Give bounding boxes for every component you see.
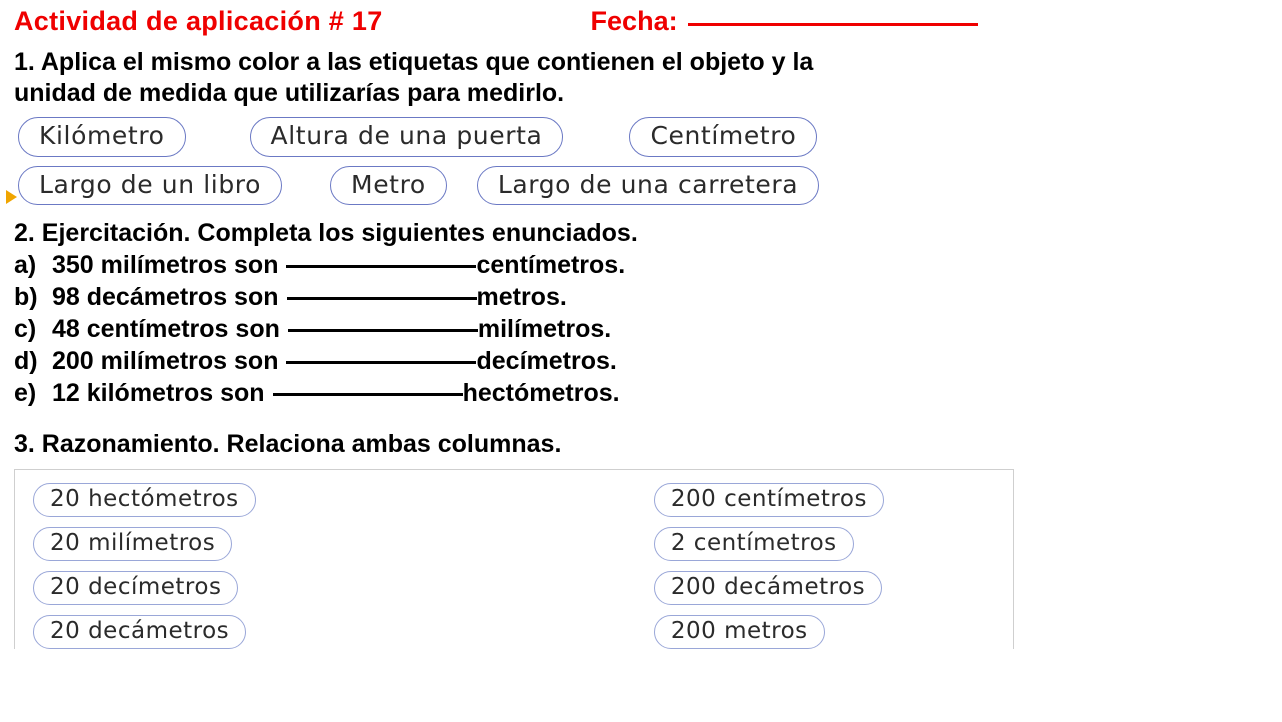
matching-right-cell <box>514 571 1013 605</box>
match-pill[interactable]: 20 milímetros <box>33 527 232 561</box>
label-pill[interactable]: Altura de una puerta <box>250 117 564 157</box>
instruction-1 <box>14 47 1272 109</box>
answer-blank[interactable] <box>286 360 476 364</box>
match-pill[interactable]: 20 hectómetros <box>33 483 256 517</box>
exercise-text-before: 200 milímetros son <box>52 347 279 375</box>
date-field <box>591 6 978 37</box>
exercise-item <box>14 251 1282 280</box>
matching-row <box>15 478 1013 522</box>
exercise-letter: d) <box>14 347 38 375</box>
exercise-item <box>14 379 1282 408</box>
matching-left-cell <box>15 571 514 605</box>
instruction-2: 2. Ejercitación. Completa los siguientes enunciados. <box>14 219 638 247</box>
match-pill[interactable]: 20 decámetros <box>33 615 246 649</box>
date-write-line[interactable] <box>688 22 978 26</box>
match-pill[interactable]: 2 centímetros <box>654 527 854 561</box>
label-pill[interactable]: Largo de un libro <box>18 166 282 206</box>
matching-row <box>15 522 1013 566</box>
label-pill[interactable]: Metro <box>330 166 447 206</box>
match-pill[interactable]: 20 decímetros <box>33 571 238 605</box>
exercise-text-after: centímetros. <box>476 251 626 279</box>
matching-table <box>14 469 1014 649</box>
label-row-1 <box>0 117 1282 157</box>
exercise-text-before: 350 milímetros son <box>52 251 279 279</box>
exercise-text-before: 12 kilómetros son <box>52 379 265 407</box>
instruction-1-line-2: unidad de medida que utilizarías para medirlo. <box>14 79 565 107</box>
header <box>0 0 1282 37</box>
exercise-letter: a) <box>14 251 37 279</box>
matching-right-cell <box>514 527 1013 561</box>
answer-blank[interactable] <box>288 328 478 332</box>
matching-right-cell <box>514 483 1013 517</box>
exercise-text-after: metros. <box>476 283 567 311</box>
exercise-letter: b) <box>14 283 38 311</box>
exercise-letter: e) <box>14 379 37 407</box>
exercise-item <box>14 347 1282 376</box>
instruction-1-line-1: 1. Aplica el mismo color a las etiquetas que contienen el objeto y la <box>14 48 814 76</box>
exercise-item <box>14 283 1282 312</box>
exercise-text-before: 98 decámetros son <box>52 283 279 311</box>
label-row-2 <box>0 166 1282 206</box>
cursor-arrow-icon <box>6 190 17 204</box>
exercise-text-after: hectómetros. <box>462 379 620 407</box>
label-pill[interactable]: Largo de una carretera <box>477 166 819 206</box>
exercise-text-before: 48 centímetros son <box>52 315 280 343</box>
matching-left-cell <box>15 483 514 517</box>
label-pill[interactable]: Centímetro <box>629 117 817 157</box>
matching-left-cell <box>15 527 514 561</box>
exercise-item <box>14 315 1282 344</box>
match-pill[interactable]: 200 decámetros <box>654 571 882 605</box>
answer-blank[interactable] <box>286 264 476 268</box>
exercise-text-after: decímetros. <box>476 347 617 375</box>
exercise-letter: c) <box>14 315 37 343</box>
matching-right-cell <box>514 615 1013 649</box>
match-pill[interactable]: 200 centímetros <box>654 483 884 517</box>
match-pill[interactable]: 200 metros <box>654 615 825 649</box>
matching-row <box>15 610 1013 649</box>
answer-blank[interactable] <box>273 392 463 396</box>
matching-row <box>15 566 1013 610</box>
date-label: Fecha: <box>590 6 678 36</box>
matching-left-cell <box>15 615 514 649</box>
label-pill[interactable]: Kilómetro <box>18 117 186 157</box>
answer-blank[interactable] <box>287 296 477 300</box>
exercise-list <box>14 251 1282 408</box>
page-title: Actividad de aplicación # 17 <box>14 6 383 36</box>
exercise-text-after: milímetros. <box>477 315 612 343</box>
instruction-3: 3. Razonamiento. Relaciona ambas columnas. <box>14 430 562 458</box>
